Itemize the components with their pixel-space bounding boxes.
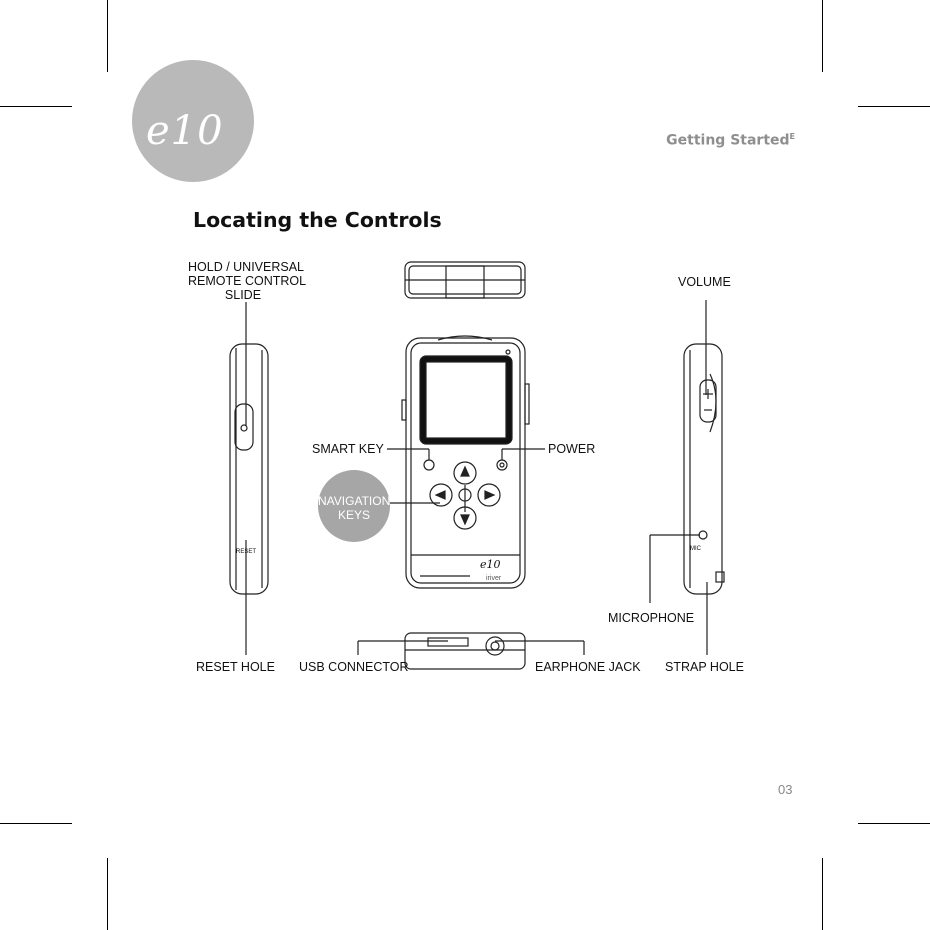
device-right-view bbox=[684, 344, 724, 594]
device-bottom-view bbox=[405, 633, 525, 669]
section-superscript: E bbox=[789, 132, 795, 141]
label-navigation-line-2: KEYS bbox=[337, 508, 370, 522]
label-navigation-line-1: NAVIGATION bbox=[318, 494, 391, 508]
label-navigation-keys bbox=[318, 494, 390, 522]
label-hold-slide bbox=[188, 260, 307, 302]
device-top-view bbox=[405, 262, 525, 298]
device-model-mark: iriver bbox=[486, 575, 502, 582]
device-brand-mark: e10 bbox=[480, 558, 501, 571]
side-mark-mic: MIC bbox=[690, 546, 701, 552]
label-smart-key: SMART KEY bbox=[312, 442, 384, 456]
label-power: POWER bbox=[548, 442, 596, 456]
side-mark-reset: RESET bbox=[236, 549, 257, 555]
label-microphone: MICROPHONE bbox=[608, 611, 695, 625]
label-volume: VOLUME bbox=[678, 275, 731, 289]
label-hold-line-2: REMOTE CONTROL bbox=[188, 274, 307, 288]
page-number: 03 bbox=[778, 782, 793, 797]
label-earphone-jack: EARPHONE JACK bbox=[535, 660, 641, 674]
label-hold-line-1: HOLD / UNIVERSAL bbox=[188, 260, 305, 274]
brand-logo: e10 bbox=[146, 108, 224, 154]
section-heading-text: Getting Started bbox=[666, 132, 790, 149]
device-front-view bbox=[402, 336, 529, 588]
label-reset-hole: RESET HOLE bbox=[196, 660, 275, 674]
label-usb-connector: USB CONNECTOR bbox=[299, 660, 409, 674]
label-hold-line-3: SLIDE bbox=[224, 288, 262, 302]
label-strap-hole: STRAP HOLE bbox=[665, 660, 744, 674]
page-title: Locating the Controls bbox=[193, 208, 442, 232]
